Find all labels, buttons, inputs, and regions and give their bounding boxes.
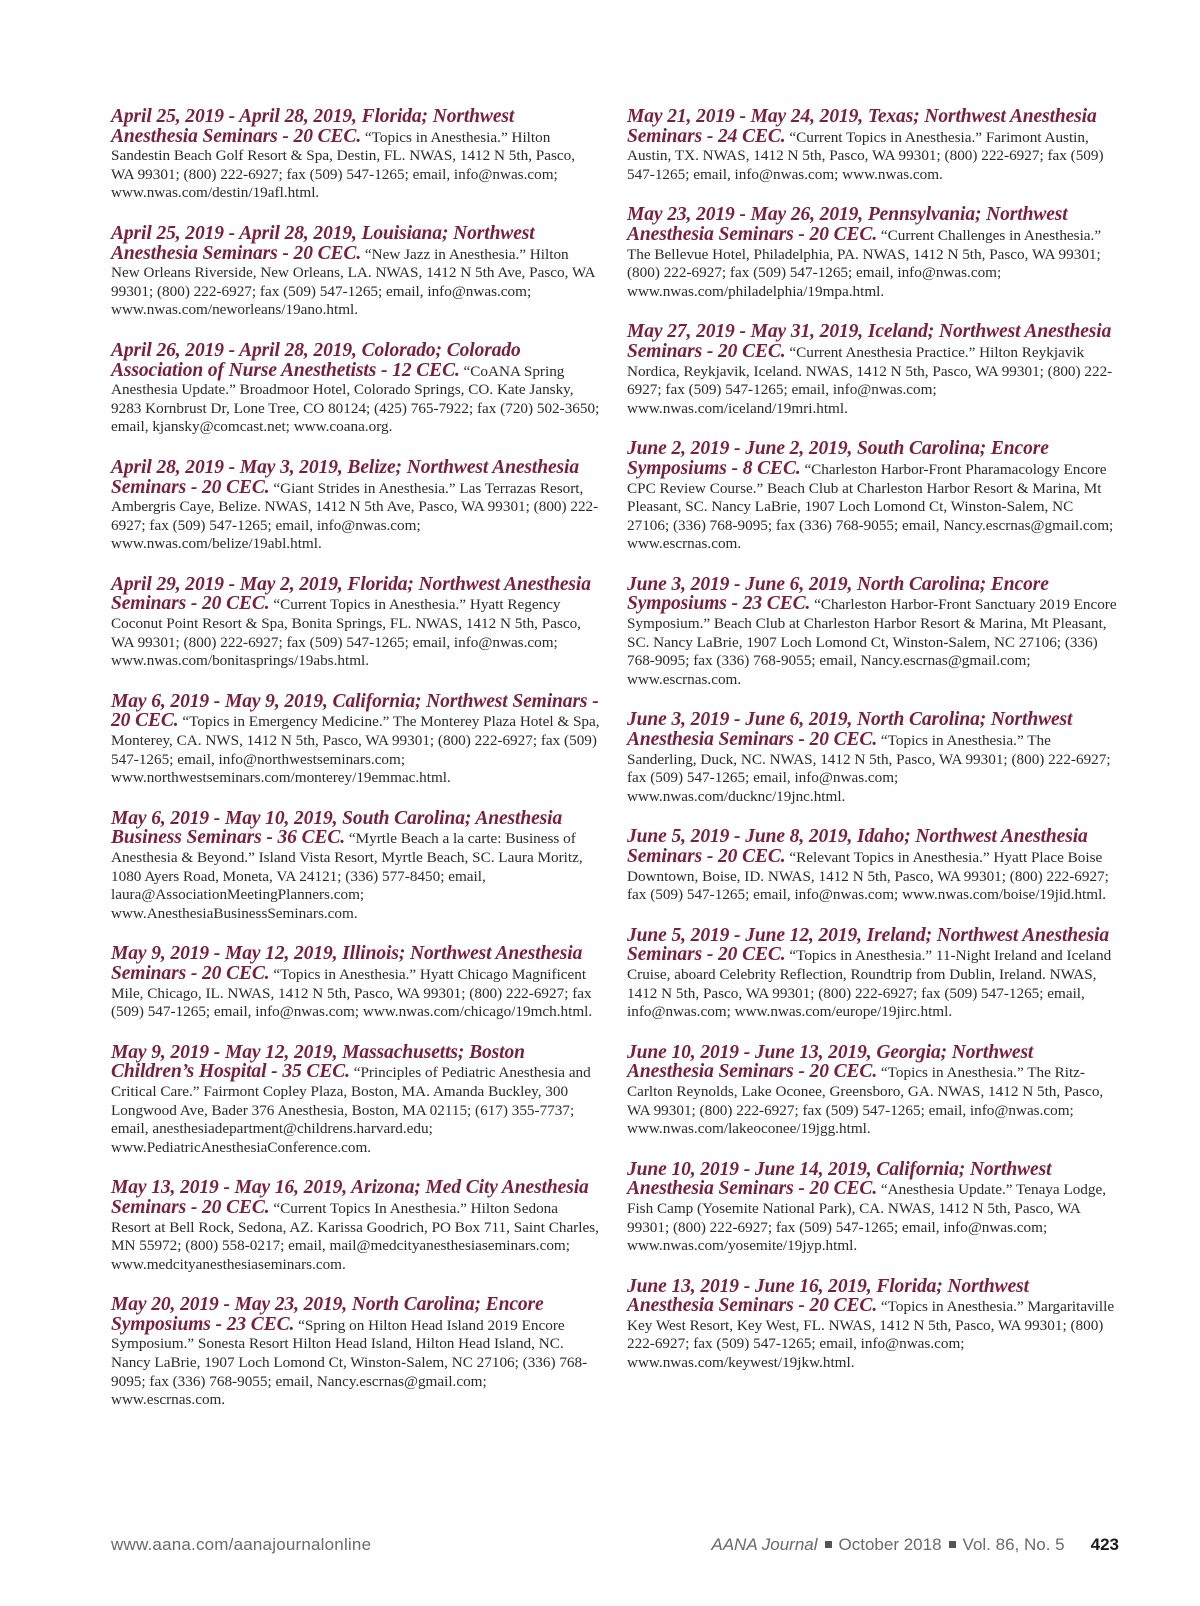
event-listing bbox=[111, 222, 601, 320]
event-listing bbox=[111, 807, 601, 924]
journal-citation bbox=[711, 1535, 1119, 1555]
event-details: “Topics in Anesthesia.” Hyatt Chicago Magnificent Mile, Chicago, IL. NWAS, 1412 N 5th, Pasco, WA 99301; (800) 222-6927; fax (509) 547-1265; email, info@nwas.com; www.nwas.com/chicago/19mch.html. bbox=[111, 965, 593, 1021]
journal-name: AANA Journal bbox=[711, 1535, 818, 1554]
event-heading: June 5, 2019 - June 8, 2019, Idaho; Northwest Anesthesia Seminars - 20 CEC. bbox=[627, 826, 1088, 867]
event-details: “Topics in Emergency Medicine.” The Monterey Plaza Hotel & Spa, Monterey, CA. NWS, 1412 N 5th, Pasco, WA 99301; (800) 222-6927; fax (509) 547-1265; email, info@northwestseminars.com; www.northwestseminars.com/monterey/19emmac.html. bbox=[111, 713, 600, 787]
event-heading: June 10, 2019 - June 14, 2019, California; Northwest Anesthesia Seminars - 20 CEC. bbox=[627, 1158, 1052, 1200]
journal-url[interactable]: www.aana.com/aanajournalonline bbox=[111, 1535, 372, 1554]
event-heading: May 21, 2019 - May 24, 2019, Texas; Northwest Anesthesia Seminars - 24 CEC. bbox=[627, 106, 1097, 147]
event-listing bbox=[627, 108, 1119, 184]
event-listing bbox=[627, 1158, 1119, 1256]
event-details: “Principles of Pediatric Anesthesia and Critical Care.” Fairmont Copley Plaza, Boston, MA. Amanda Buckley, 300 Longwood Ave, Bader 376 Anesthesia, Boston, MA 02115; (617) 355-7737; email, anesthesiadepartment@childrens.harvard.edu; www.PediatricAnesthesiaConference.com. bbox=[111, 1064, 591, 1156]
event-listing bbox=[627, 573, 1119, 690]
event-listing bbox=[627, 323, 1119, 418]
event-details: “Anesthesia Update.” Tenaya Lodge, Fish Camp (Yosemite National Park), CA. NWAS, 1412 N 5th, Pasco, WA 99301; (800) 222-6927; fax (509) 547-1265; email, info@nwas.com; www.nwas.com/yosemite/19jyp.html. bbox=[627, 1181, 1107, 1255]
event-heading: June 2, 2019 - June 2, 2019, South Carolina; Encore Symposiums - 8 CEC. bbox=[627, 438, 1049, 479]
event-heading: June 13, 2019 - June 16, 2019, Florida; Northwest Anesthesia Seminars - 20 CEC. bbox=[627, 1275, 1029, 1317]
event-heading: May 9, 2019 - May 12, 2019, Illinois; Northwest Anesthesia Seminars - 20 CEC. bbox=[111, 943, 583, 984]
event-details: “Current Topics in Anesthesia.” Hyatt Regency Coconut Point Resort & Spa, Bonita Springs, FL. NWAS, 1412 N 5th, Pasco, WA 99301; (800) 222-6927; fax (509) 547-1265; email, info@nwas.com; www.nwas.com/bonitasprings/19abs.html. bbox=[111, 596, 581, 670]
event-details: “New Jazz in Anesthesia.” Hilton New Orleans Riverside, New Orleans, LA. NWAS, 1412 N 5th Ave, Pasco, WA 99301; (800) 222-6927; fax (509) 547-1265; email, info@nwas.com; www.nwas.com/neworleans/19ano.html. bbox=[111, 245, 595, 319]
issue-date: October 2018 bbox=[838, 1535, 942, 1554]
volume-number: Vol. 86, No. 5 bbox=[962, 1535, 1065, 1554]
event-heading: April 26, 2019 - April 28, 2019, Colorado; Colorado Association of Nurse Anesthetists - 12 CEC. bbox=[111, 339, 521, 381]
event-details: “Giant Strides in Anesthesia.” Las Terrazas Resort, Ambergris Caye, Belize. NWAS, 1412 N 5th Ave, Pasco, WA 99301; (800) 222-6927; fax (509) 547-1265; email, info@nwas.com; www.nwas.com/belize/19abl.html. bbox=[111, 479, 599, 553]
event-details: “Charleston Harbor-Front Pharamacology Encore CPC Review Course.” Beach Club at Charleston Harbor Resort & Marina, Mt Pleasant, SC. Nancy LaBrie, 1907 Loch Lomond Ct, Winston-Salem, NC 27106; (336) 768-9095; fax (336) 768-9055; email, Nancy.escrnas@gmail.com; www.escrnas.com. bbox=[627, 460, 1114, 553]
event-heading: May 6, 2019 - May 10, 2019, South Carolina; Anesthesia Business Seminars - 36 CEC. bbox=[111, 807, 563, 849]
event-details: “Topics in Anesthesia.” Margaritaville Key West Resort, Key West, FL. NWAS, 1412 N 5th, Pasco, WA 99301; (800) 222-6927; fax (509) 547-1265; email, info@nwas.com; www.nwas.com/keywest/19jkw.html. bbox=[627, 1298, 1115, 1372]
event-heading: April 29, 2019 - May 2, 2019, Florida; Northwest Anesthesia Seminars - 20 CEC. bbox=[111, 573, 591, 615]
event-details: “Topics in Anesthesia.” The Sanderling, Duck, NC. NWAS, 1412 N 5th, Pasco, WA 99301; (800) 222-6927; fax (509) 547-1265; email, info@nwas.com; www.nwas.com/ducknc/19jnc.html. bbox=[627, 732, 1111, 805]
event-heading: May 13, 2019 - May 16, 2019, Arizona; Med City Anesthesia Seminars - 20 CEC. bbox=[111, 1177, 589, 1218]
event-details: “Relevant Topics in Anesthesia.” Hyatt Place Boise Downtown, Boise, ID. NWAS, 1412 N 5th, Pasco, WA 99301; (800) 222-6927; fax (509) 547-1265; email, info@nwas.com; www.nwas.com/boise/19jid.html. bbox=[627, 849, 1109, 904]
event-listing bbox=[111, 339, 601, 437]
event-heading: May 20, 2019 - May 23, 2019, North Carolina; Encore Symposiums - 23 CEC. bbox=[111, 1294, 544, 1335]
event-heading: May 23, 2019 - May 26, 2019, Pennsylvania; Northwest Anesthesia Seminars - 20 CEC. bbox=[627, 204, 1068, 245]
event-heading: May 9, 2019 - May 12, 2019, Massachusetts; Boston Children’s Hospital - 35 CEC. bbox=[111, 1041, 525, 1083]
event-listing bbox=[627, 828, 1119, 904]
event-details: “Current Topics in Anesthesia.” Farimont Austin, Austin, TX. NWAS, 1412 N 5th, Pasco, WA 99301; (800) 222-6927; fax (509) 547-1265; email, info@nwas.com; www.nwas.com. bbox=[627, 128, 1104, 183]
event-details: “Charleston Harbor-Front Sanctuary 2019 Encore Symposium.” Beach Club at Charleston Harbor Resort & Marina, Mt Pleasant, SC. Nancy LaBrie, 1907 Loch Lomond Ct, Winston-Salem, NC 27106; (336) 768-9095; fax (336) 768-9055; email, Nancy.escrnas@gmail.com; www.escrnas.com. bbox=[627, 596, 1117, 688]
page-footer bbox=[111, 1535, 1119, 1559]
square-bullet-icon bbox=[825, 1541, 832, 1548]
event-listing bbox=[627, 440, 1119, 554]
event-listing bbox=[111, 573, 601, 671]
event-heading: April 28, 2019 - May 3, 2019, Belize; Northwest Anesthesia Seminars - 20 CEC. bbox=[111, 456, 579, 498]
event-heading: June 3, 2019 - June 6, 2019, North Carolina; Encore Symposiums - 23 CEC. bbox=[627, 573, 1049, 615]
event-heading: June 3, 2019 - June 6, 2019, North Carolina; Northwest Anesthesia Seminars - 20 CEC. bbox=[627, 709, 1073, 751]
event-details: “Topics in Anesthesia.” The Ritz-Carlton Reynolds, Lake Oconee, Greensboro, GA. NWAS, 1412 N 5th, Pasco, WA 99301; (800) 222-6927; fax (509) 547-1265; email, info@nwas.com; www.nwas.com/lakeoconee/19jgg.html. bbox=[627, 1064, 1104, 1138]
event-heading: May 27, 2019 - May 31, 2019, Iceland; Northwest Anesthesia Seminars - 20 CEC. bbox=[627, 321, 1112, 362]
event-listing bbox=[627, 711, 1119, 806]
event-details: “Current Anesthesia Practice.” Hilton Reykjavik Nordica, Reykjavik, Iceland. NWAS, 1412 N 5th, Pasco, WA 99301; (800) 222-6927; fax (509) 547-1265; email, info@nwas.com; www.nwas.com/iceland/19mri.html. bbox=[627, 343, 1113, 417]
left-column bbox=[111, 108, 601, 1432]
event-details: “Myrtle Beach a la carte: Business of Anesthesia & Beyond.” Island Vista Resort, Myrtle Beach, SC. Laura Moritz, 1080 Ayers Road, Moneta, VA 24121; (336) 577-8450; email, laura@AssociationMeetingPlanners.com; www.AnesthesiaBusinessSeminars.com. bbox=[111, 830, 583, 922]
event-listing bbox=[627, 1041, 1119, 1139]
event-heading: April 25, 2019 - April 28, 2019, Florida; Northwest Anesthesia Seminars - 20 CEC. bbox=[111, 106, 515, 147]
event-listing bbox=[111, 1296, 601, 1410]
event-listing bbox=[111, 945, 601, 1021]
event-details: “Spring on Hilton Head Island 2019 Encore Symposium.” Sonesta Resort Hilton Head Island, Hilton Head Island, NC. Nancy LaBrie, 1907 Loch Lomond Ct, Winston-Salem, NC 27106; (336) 768-9095; fax (336) 768-9055; email, Nancy.escrnas@gmail.com; www.escrnas.com. bbox=[111, 1316, 588, 1409]
event-listing bbox=[111, 690, 601, 788]
event-listing bbox=[627, 924, 1119, 1022]
event-listing bbox=[627, 206, 1119, 301]
event-heading: June 5, 2019 - June 12, 2019, Ireland; Northwest Anesthesia Seminars - 20 CEC. bbox=[627, 924, 1110, 966]
event-heading: May 6, 2019 - May 9, 2019, California; Northwest Seminars - 20 CEC. bbox=[111, 690, 599, 732]
event-details: “Topics in Anesthesia.” Hilton Sandestin Beach Golf Resort & Spa, Destin, FL. NWAS, 1412 N 5th, Pasco, WA 99301; (800) 222-6927; fax (509) 547-1265; email, info@nwas.com; www.nwas.com/destin/19afl.html. bbox=[111, 128, 576, 202]
event-heading: June 10, 2019 - June 13, 2019, Georgia; Northwest Anesthesia Seminars - 20 CEC. bbox=[627, 1041, 1034, 1083]
right-column bbox=[627, 108, 1119, 1395]
event-details: “Current Challenges in Anesthesia.” The Bellevue Hotel, Philadelphia, PA. NWAS, 1412 N 5th, Pasco, WA 99301; (800) 222-6927; fax (509) 547-1265; email, info@nwas.com; www.nwas.com/philadelphia/19mpa.html. bbox=[627, 226, 1102, 300]
event-listing bbox=[111, 1179, 601, 1274]
event-listing bbox=[111, 456, 601, 554]
event-listing bbox=[111, 1041, 601, 1158]
event-details: “CoANA Spring Anesthesia Update.” Broadmoor Hotel, Colorado Springs, CO. Kate Jansky, 9283 Kornbrust Dr, Lone Tree, CO 80124; (425) 765-7922; fax (720) 502-3650; email, kjansky@comcast.net; www.coana.org. bbox=[111, 362, 600, 436]
event-listing bbox=[111, 108, 601, 203]
page-number: 423 bbox=[1090, 1535, 1119, 1554]
event-heading: April 25, 2019 - April 28, 2019, Louisiana; Northwest Anesthesia Seminars - 20 CEC. bbox=[111, 222, 535, 264]
square-bullet-icon bbox=[949, 1541, 956, 1548]
event-listing bbox=[627, 1275, 1119, 1373]
event-details: “Current Topics In Anesthesia.” Hilton Sedona Resort at Bell Rock, Sedona, AZ. Karissa Goodrich, PO Box 711, Saint Charles, MN 55972; (800) 558-0217; email, mail@medcityanesthesiaseminars.com; www.medcityanesthesiaseminars.com. bbox=[111, 1199, 599, 1273]
event-details: “Topics in Anesthesia.” 11-Night Ireland and Iceland Cruise, aboard Celebrity Reflection, Roundtrip from Dublin, Ireland. NWAS, 1412 N 5th, Pasco, WA 99301; (800) 222-6927; fax (509) 547-1265; email, info@nwas.com; www.nwas.com/europe/19jirc.html. bbox=[627, 947, 1112, 1021]
